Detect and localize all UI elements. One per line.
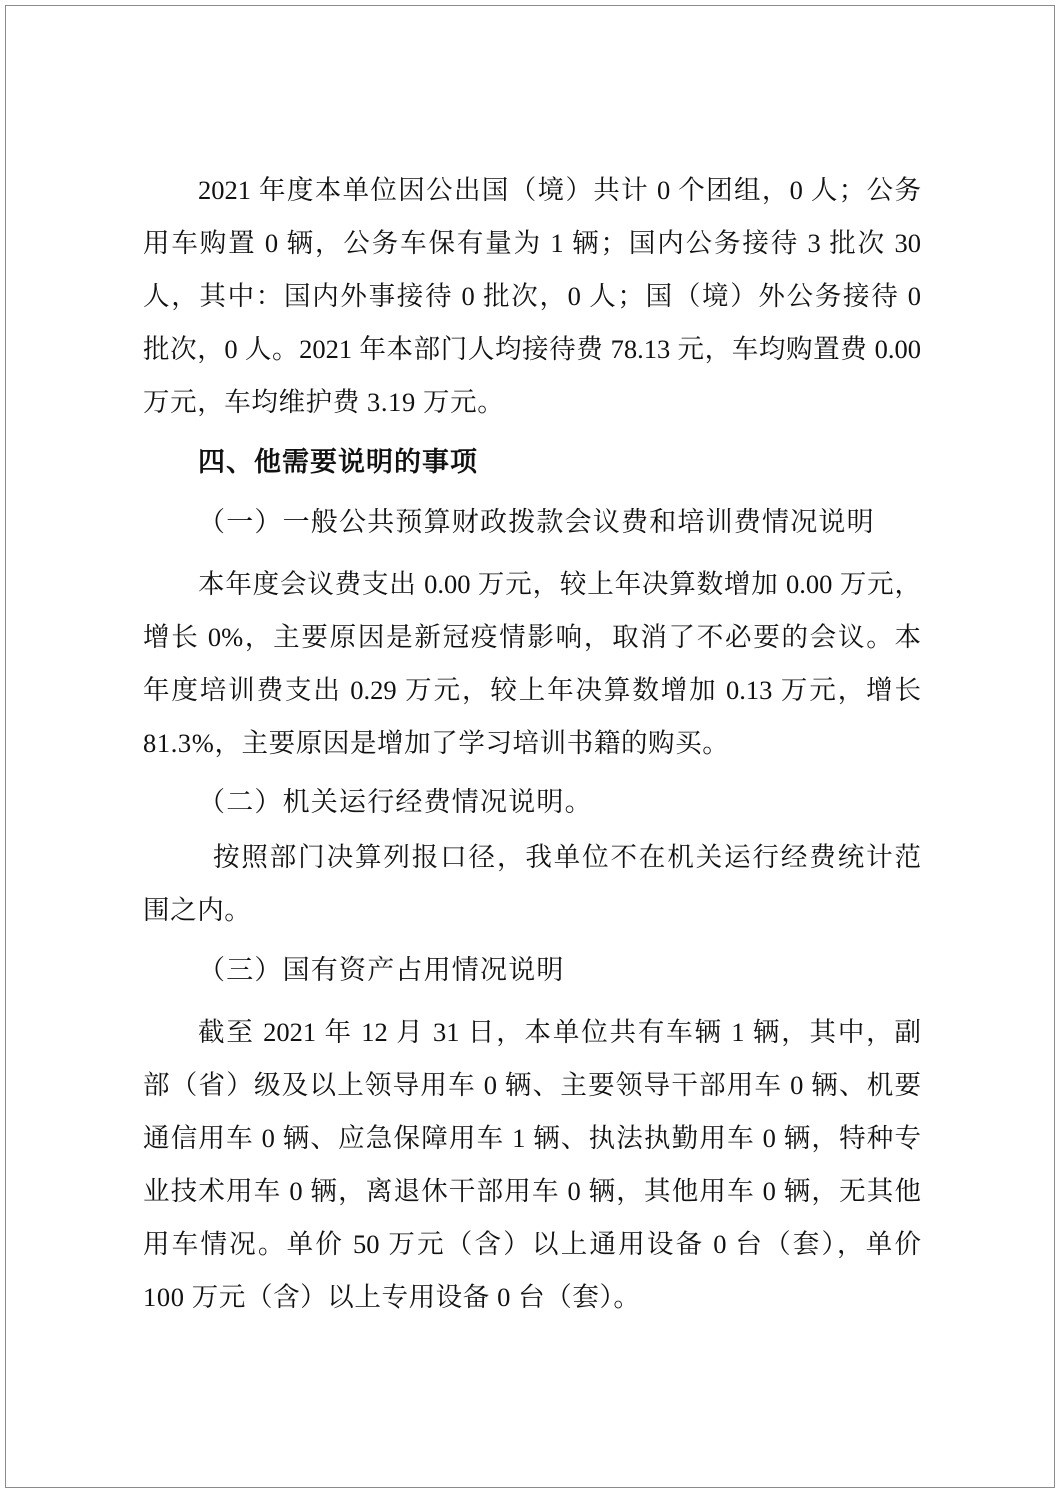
operating-costs-section bbox=[143, 776, 921, 829]
paragraph-line: 增长 0%，主要原因是新冠疫情影响，取消了不必要的会议。本 bbox=[143, 622, 921, 652]
paragraph-operating-costs bbox=[143, 831, 921, 937]
paragraph-line: 81.3%，主要原因是增加了学习培训书籍的购买。 bbox=[143, 728, 730, 758]
subsection-heading: （二）机关运行经费情况说明。 bbox=[198, 787, 593, 817]
paragraph-line: 万元，车均维护费 3.19 万元。 bbox=[143, 387, 505, 417]
paragraph-line: 本年度会议费支出 0.00 万元，较上年决算数增加 0.00 万元， bbox=[198, 569, 921, 599]
paragraph-line: 批次，0 人。2021 年本部门人均接待费 78.13 元，车均购置费 0.00 bbox=[143, 334, 921, 364]
paragraph-line: 按照部门决算列报口径，我单位不在机关运行经费统计范 bbox=[213, 842, 921, 872]
subsection-heading: （三）国有资产占用情况说明 bbox=[198, 955, 565, 985]
paragraph-line: 截至 2021 年 12 月 31 日，本单位共有车辆 1 辆，其中，副 bbox=[198, 1017, 921, 1047]
paragraph-line: 100 万元（含）以上专用设备 0 台（套）。 bbox=[143, 1282, 641, 1312]
paragraph-line: 通信用车 0 辆、应急保障用车 1 辆、执法执勤用车 0 辆，特种专 bbox=[143, 1123, 921, 1153]
paragraph-line: 围之内。 bbox=[143, 895, 252, 925]
paragraph-line: 2021 年度本单位因公出国（境）共计 0 个团组，0 人；公务 bbox=[198, 175, 921, 205]
paragraph-line: 部（省）级及以上领导用车 0 辆、主要领导干部用车 0 辆、机要 bbox=[143, 1070, 921, 1100]
paragraph-line: 用车情况。单价 50 万元（含）以上通用设备 0 台（套），单价 bbox=[143, 1229, 921, 1259]
meeting-training-section bbox=[143, 496, 921, 549]
paragraph-line: 用车购置 0 辆，公务车保有量为 1 辆；国内公务接待 3 批次 30 bbox=[143, 228, 921, 258]
paragraph-meeting-training bbox=[143, 558, 921, 770]
paragraph-line: 人，其中：国内外事接待 0 批次，0 人；国（境）外公务接待 0 bbox=[143, 281, 921, 311]
state-assets-section bbox=[143, 944, 921, 997]
section-four bbox=[143, 436, 921, 489]
paragraph-line: 年度培训费支出 0.29 万元，较上年决算数增加 0.13 万元，增长 bbox=[143, 675, 921, 705]
subsection-heading: （一）一般公共预算财政拨款会议费和培训费情况说明 bbox=[198, 507, 875, 537]
paragraph-line: 业技术用车 0 辆，离退休干部用车 0 辆，其他用车 0 辆，无其他 bbox=[143, 1176, 921, 1206]
section-heading: 四、他需要说明的事项 bbox=[198, 447, 478, 477]
paragraph-state-assets bbox=[143, 1006, 921, 1324]
paragraph-foreign-visits-vehicles-reception bbox=[143, 164, 921, 429]
